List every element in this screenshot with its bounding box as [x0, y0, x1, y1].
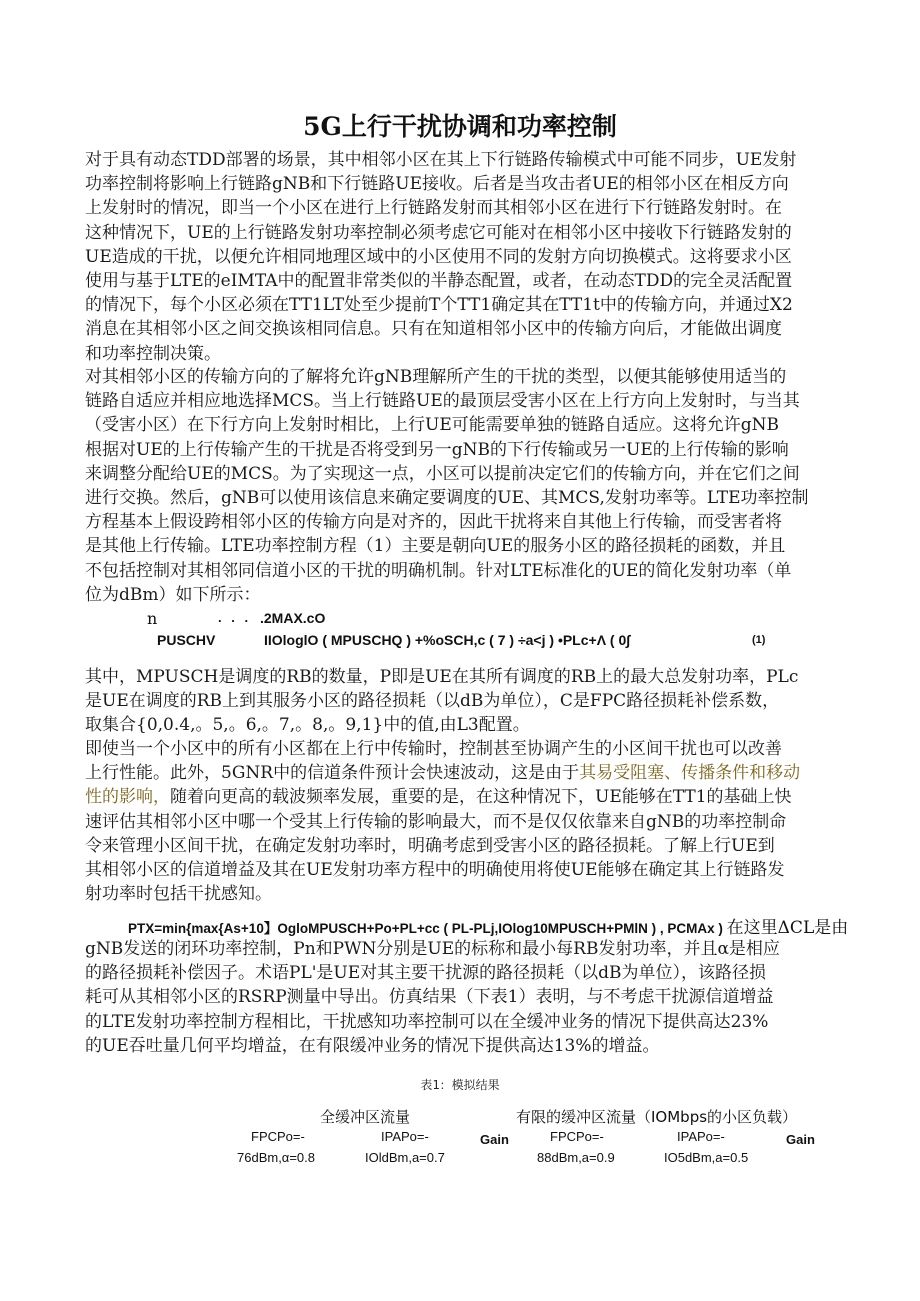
- table-header-limited-buffer: 有限的缓冲区流量（IOMbps的小区负载）: [516, 1108, 798, 1126]
- formula-1-max: .2MAX.cO: [260, 610, 326, 626]
- paragraph-line: gNB发送的闭环功率控制，Pn和PWN分别是UE的标称和最小每RB发射功率，并且α是相应: [85, 939, 780, 959]
- paragraph-line: UE造成的干扰，以便允许相同地理区域中的小区使用不同的发射方向切换模式。这将要求小区: [85, 246, 792, 267]
- paragraph-text: 上行性能。此外，5GNR中的信道条件预计会快速波动，这是由于: [85, 763, 580, 784]
- paragraph-5: [85, 937, 849, 1058]
- paragraph-line: 消息在其相邻小区之间交换该相同信息。只有在知道相邻小区中的传输方向后，才能做出调度: [85, 319, 782, 340]
- paragraph-line: 即使当一个小区中的所有小区都在上行中传输时，控制甚至协调产生的小区间干扰也可以改善: [85, 739, 782, 759]
- formula-1-expression: IIOloglO ( MPUSCHQ ) +%oSCH,c ( 7 ) ÷a<j ) •PLc+Λ ( 0∫: [264, 632, 631, 648]
- formula-1-pusch: PUSCHV: [157, 632, 216, 648]
- paragraph-line: [85, 785, 849, 809]
- highlighted-text: 性的影响，: [85, 787, 170, 808]
- paragraph-line: 对于具有动态TDD部署的场景，其中相邻小区在其上下行链路传输模式中可能不同步，UE发射: [85, 150, 797, 170]
- paragraph-4: [85, 737, 849, 906]
- paragraph-3: [85, 665, 849, 738]
- table-cell: IPAPo=-: [381, 1129, 429, 1144]
- formula-2: [128, 913, 848, 938]
- document-title: 5G上行干扰协调和功率控制: [303, 112, 617, 141]
- formula-1-n: n: [147, 609, 158, 628]
- formula-2-expression: PTX=min{max{As+10】OgloMPUSCH+Po+PL+cc ( PL-PLj,IOlog10MPUSCH+PMlN ) , PCMAx ): [128, 921, 723, 936]
- paragraph-line: 速评估其相邻小区中哪一个受其上行传输的影响最大，而不是仅仅依靠来自gNB的功率控制命: [85, 811, 787, 832]
- table-gain-header: Gain: [480, 1132, 509, 1147]
- paragraph-line: 来调整分配给UE的MCS。为了实现这一点，小区可以提前决定它们的传输方向，并在它们之间: [85, 463, 800, 484]
- paragraph-line: 是UE在调度的RB上到其服务小区的路径损耗（以dB为单位），C是FPC路径损耗补偿系数，: [85, 691, 780, 712]
- table-cell: 88dBm,a=0.9: [537, 1150, 615, 1165]
- paragraph-line: 位为dBm）如下所示：: [85, 584, 261, 605]
- paragraph-line: 不包括控制对其相邻同信道小区的干扰的明确机制。针对LTE标准化的UE的简化发射功率（单: [85, 560, 792, 581]
- paragraph-text: 随着向更高的载波频率发展，重要的是，在这种情况下，UE能够在TT1的基础上快: [170, 787, 792, 808]
- paragraph-line: 根据对UE的上行传输产生的干扰是否将受到另一gNB的下行传输或另一UE的上行传输的影响: [85, 439, 789, 460]
- table-cell: IO5dBm,a=0.5: [664, 1150, 749, 1165]
- table-cell: FPCPo=-: [251, 1129, 305, 1144]
- paragraph-line: 令来管理小区间干扰，在确定发射功率时，明确考虑到受害小区的路径损耗。了解上行UE到: [85, 835, 775, 856]
- paragraph-line: 进行交换。然后，gNB可以使用该信息来确定要调度的UE、其MCS,发射功率等。LTE功率控制: [85, 487, 809, 508]
- paragraph-line: （受害小区）在下行方向上发射时相比，上行UE可能需要单独的链路自适应。这将允许gNB: [85, 415, 779, 436]
- paragraph-line: 其中，MPUSCH是调度的RB的数量，P即是UE在其所有调度的RB上的最大总发射功率，PLc: [85, 667, 799, 687]
- paragraph-line: 射功率时包括干扰感知。: [85, 884, 272, 905]
- table-caption: 表1：模拟结果: [420, 1078, 500, 1092]
- highlighted-text: 其易受阻塞、传播条件和移动: [579, 763, 801, 784]
- table-cell: 76dBm,α=0.8: [237, 1150, 315, 1165]
- paragraph-1: [85, 148, 849, 366]
- paragraph-line: [85, 761, 849, 785]
- table-gain-header: Gain: [786, 1132, 815, 1147]
- paragraph-line: 使用与基于LTE的eIMTA中的配置非常类似的半静态配置，或者，在动态TDD的完全灵活配置: [85, 270, 793, 291]
- formula-1-dots: . . .: [218, 610, 252, 625]
- paragraph-line: 对其相邻小区的传输方向的了解将允许gNB理解所产生的干扰的类型，以便其能够使用适当的: [85, 367, 787, 387]
- table-header-full-buffer: 全缓冲区流量: [320, 1108, 411, 1126]
- table-cell: IOldBm,a=0.7: [365, 1150, 445, 1165]
- paragraph-line: 的UE吞吐量几何平均增益，在有限缓冲业务的情况下提供高达13%的增益。: [85, 1035, 660, 1056]
- paragraph-line: 方程基本上假设跨相邻小区的传输方向是对齐的，因此干扰将来自其他上行传输，而受害者将: [85, 512, 782, 533]
- paragraph-line: 链路自适应并相应地选择MCS。当上行链路UE的最顶层受害小区在上行方向上发射时，与当其: [85, 391, 800, 412]
- paragraph-line: 的情况下，每个小区必须在TT1LT处至少提前T个TT1确定其在TT1t中的传输方向，并通过X2: [85, 295, 793, 316]
- formula-2-tail: 在这里ΔCL是由: [726, 918, 849, 938]
- paragraph-line: 功率控制将影响上行链路gNB和下行链路UE接收。后者是当攻击者UE的相邻小区在相反方向: [85, 174, 789, 195]
- paragraph-line: 的LTE发射功率控制方程相比，干扰感知功率控制可以在全缓冲业务的情况下提供高达23%: [85, 1011, 769, 1032]
- paragraph-line: 耗可从其相邻小区的RSRP测量中导出。仿真结果（下表1）表明，与不考虑干扰源信道增益: [85, 987, 774, 1008]
- paragraph-line: 的路径损耗补偿因子。术语PL'是UE对其主要干扰源的路径损耗（以dB为单位），该路径损: [85, 963, 767, 984]
- paragraph-line: 取集合{0,0.4,。5,。6,。7,。8,。9,1}中的值,由L3配置。: [85, 715, 530, 736]
- formula-1-number: (1): [752, 634, 766, 646]
- paragraph-line: 是其他上行传输。LTE功率控制方程（1）主要是朝向UE的服务小区的路径损耗的函数，并且: [85, 536, 786, 557]
- paragraph-line: 上发射时的情况，即当一个小区在进行上行链路发射而其相邻小区在进行下行链路发射时。在: [85, 198, 782, 219]
- paragraph-line: 这种情况下，UE的上行链路发射功率控制必须考虑它可能对在相邻小区中接收下行链路发射的: [85, 222, 792, 243]
- table-cell: IPAPo=-: [677, 1129, 725, 1144]
- table-cell: FPCPo=-: [550, 1129, 604, 1144]
- paragraph-line: 其相邻小区的信道增益及其在UE发射功率方程中的明确使用将使UE能够在确定其上行链路发: [85, 859, 785, 880]
- paragraph-line: 和功率控制决策。: [85, 343, 221, 364]
- paragraph-2: [85, 365, 849, 607]
